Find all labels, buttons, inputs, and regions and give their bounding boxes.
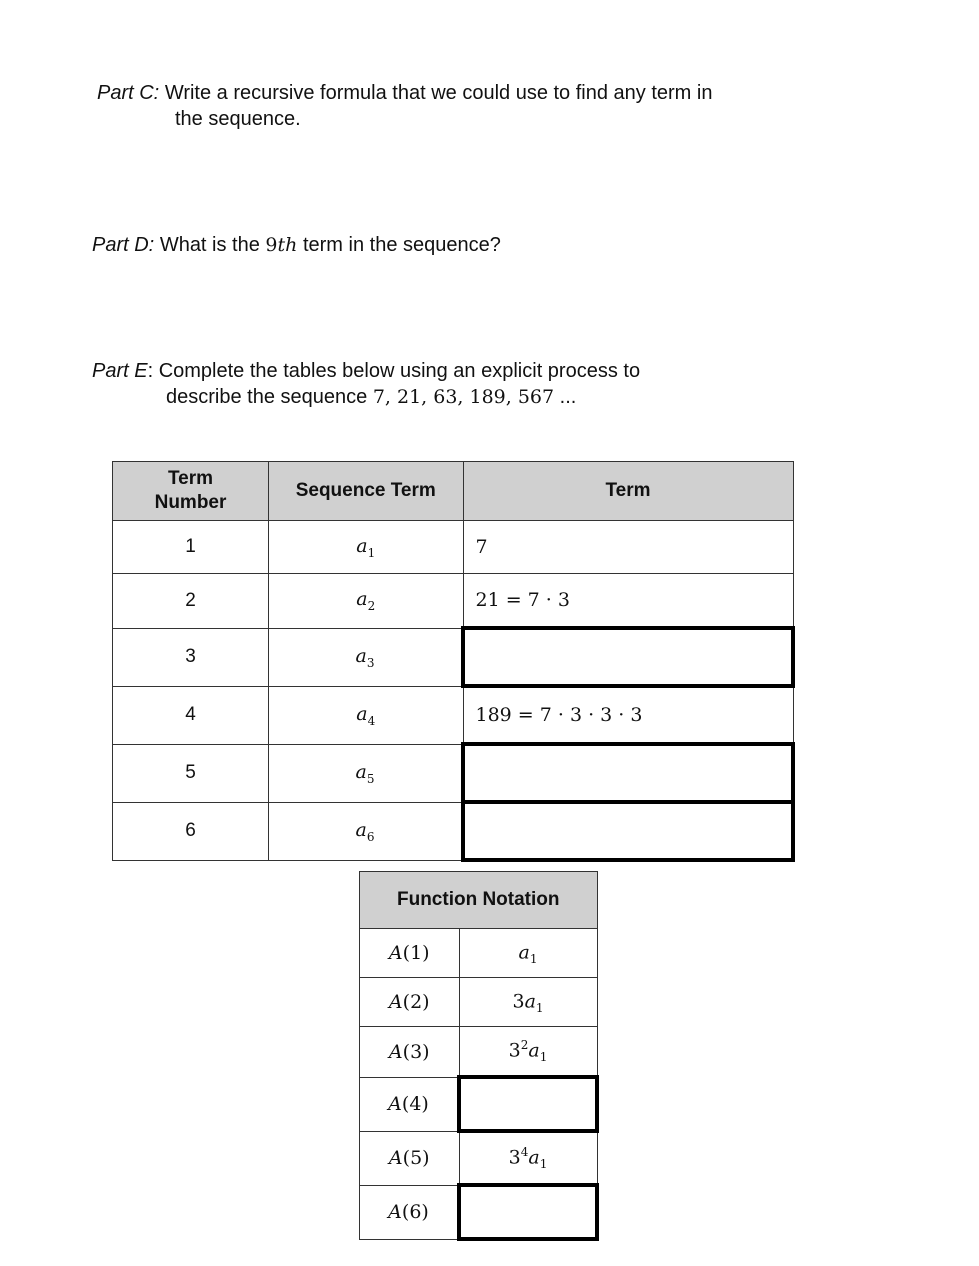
table-row	[113, 574, 794, 629]
expression-cell	[459, 1027, 597, 1078]
sequence-term-cell	[269, 521, 464, 574]
part-d-post: term in the sequence?	[302, 234, 501, 256]
function-name: A	[388, 1201, 402, 1223]
function-cell	[360, 1185, 460, 1239]
blank-answer-cell[interactable]	[459, 1185, 597, 1239]
table-row	[113, 802, 794, 860]
blank-answer-cell[interactable]	[459, 1077, 597, 1131]
expression-base: a	[528, 1146, 540, 1169]
term-cell: 189 = 7 · 3 · 3 · 3	[463, 686, 793, 744]
sequence-term-base: a	[355, 818, 367, 841]
table-row	[360, 978, 598, 1027]
sequence-term-subscript: 4	[367, 713, 376, 728]
part-d-pre: What is the	[159, 234, 260, 256]
term-number-cell: 2	[113, 574, 269, 629]
table-row	[360, 1077, 598, 1131]
expression-coefficient: 3	[512, 990, 525, 1013]
table-row	[360, 1027, 598, 1078]
ordinal-number: 9	[265, 234, 278, 256]
table-row	[113, 521, 794, 574]
sequence-ellipsis: ...	[559, 386, 577, 408]
header-term: Term	[463, 462, 793, 521]
part-d-question	[92, 232, 501, 258]
function-name: A	[388, 942, 403, 964]
part-d-ordinal	[265, 234, 297, 256]
function-argument: (3)	[402, 1040, 430, 1063]
sequence-term-base: a	[355, 644, 367, 667]
term-cell: 21 = 7 · 3	[463, 574, 793, 629]
sequence-term-subscript: 1	[367, 545, 376, 560]
sequence-values: 7, 21, 63, 189, 567	[372, 386, 555, 408]
sequence-term-subscript: 2	[367, 599, 376, 614]
part-e-line2: describe the sequence	[166, 386, 368, 408]
part-c-question	[97, 80, 712, 132]
expression-subscript: 1	[535, 1001, 544, 1016]
part-c-line1: Write a recursive formula that we could use to find any term in	[164, 82, 713, 104]
function-name: A	[388, 1147, 403, 1169]
term-number-cell: 1	[113, 521, 269, 574]
function-name: A	[388, 991, 403, 1013]
table-row	[113, 744, 794, 802]
header-sequence-term: Sequence Term	[269, 462, 464, 521]
header-function-notation: Function Notation	[360, 872, 598, 929]
expression-coefficient: 3	[508, 1039, 521, 1062]
term-number-cell: 5	[113, 744, 269, 802]
term-number-cell: 4	[113, 686, 269, 744]
table-row	[360, 1185, 598, 1239]
term-number-cell: 6	[113, 802, 269, 860]
function-table-header	[360, 872, 598, 929]
part-e-label: Part E	[92, 360, 148, 382]
sequence-term-base: a	[356, 534, 368, 557]
table-row	[360, 929, 598, 978]
expression-exponent: 4	[520, 1144, 529, 1159]
expression-cell	[459, 1131, 597, 1185]
header-term-number-line1: Term	[167, 468, 214, 489]
sequence-term-subscript: 5	[366, 771, 375, 786]
expression-base: a	[528, 1039, 540, 1062]
sequence-term-base: a	[355, 760, 367, 783]
function-cell	[360, 978, 460, 1027]
expression-cell	[459, 929, 597, 978]
table-row	[113, 628, 794, 686]
function-argument: (5)	[402, 1147, 430, 1169]
sequence-term-base: a	[356, 588, 368, 611]
expression-subscript: 1	[529, 952, 538, 967]
table-row	[360, 1131, 598, 1185]
blank-answer-cell[interactable]	[463, 628, 793, 686]
part-e-question	[92, 358, 640, 410]
blank-answer-cell[interactable]	[463, 802, 793, 860]
term-number-cell: 3	[113, 628, 269, 686]
part-d-label: Part D:	[92, 234, 155, 256]
sequence-term-cell	[269, 574, 464, 629]
header-term-number	[113, 462, 269, 521]
function-argument: (6)	[401, 1201, 429, 1223]
sequence-term-cell	[269, 802, 464, 860]
expression-cell	[459, 978, 597, 1027]
function-name: A	[388, 1040, 403, 1063]
function-cell	[360, 929, 460, 978]
part-e-line1: : Complete the tables below using an explicit process to	[147, 360, 641, 382]
sequence-table-header	[113, 462, 794, 521]
part-c-line2: the sequence.	[175, 108, 301, 130]
sequence-term-base: a	[356, 702, 368, 725]
term-cell: 7	[463, 521, 793, 574]
sequence-table	[112, 461, 795, 862]
sequence-term-subscript: 6	[366, 829, 375, 844]
expression-subscript: 1	[539, 1050, 548, 1065]
function-argument: (1)	[402, 942, 430, 964]
blank-answer-cell[interactable]	[463, 744, 793, 802]
sequence-term-subscript: 3	[366, 655, 375, 670]
part-c-label: Part C:	[97, 82, 160, 104]
function-cell	[360, 1077, 460, 1131]
sequence-term-cell	[269, 628, 464, 686]
ordinal-suffix: th	[277, 234, 298, 256]
function-notation-table	[359, 871, 599, 1241]
function-argument: (2)	[402, 991, 430, 1013]
function-argument: (4)	[401, 1093, 429, 1115]
table-row	[113, 686, 794, 744]
sequence-term-cell	[269, 686, 464, 744]
function-name: A	[388, 1093, 402, 1115]
expression-base: a	[524, 990, 536, 1013]
expression-base: a	[518, 941, 530, 964]
function-cell	[360, 1131, 460, 1185]
sequence-term-cell	[269, 744, 464, 802]
expression-subscript: 1	[539, 1157, 548, 1172]
function-cell	[360, 1027, 460, 1078]
expression-coefficient: 3	[508, 1146, 521, 1169]
header-term-number-line2: Number	[154, 492, 227, 513]
expression-exponent: 2	[520, 1037, 529, 1052]
